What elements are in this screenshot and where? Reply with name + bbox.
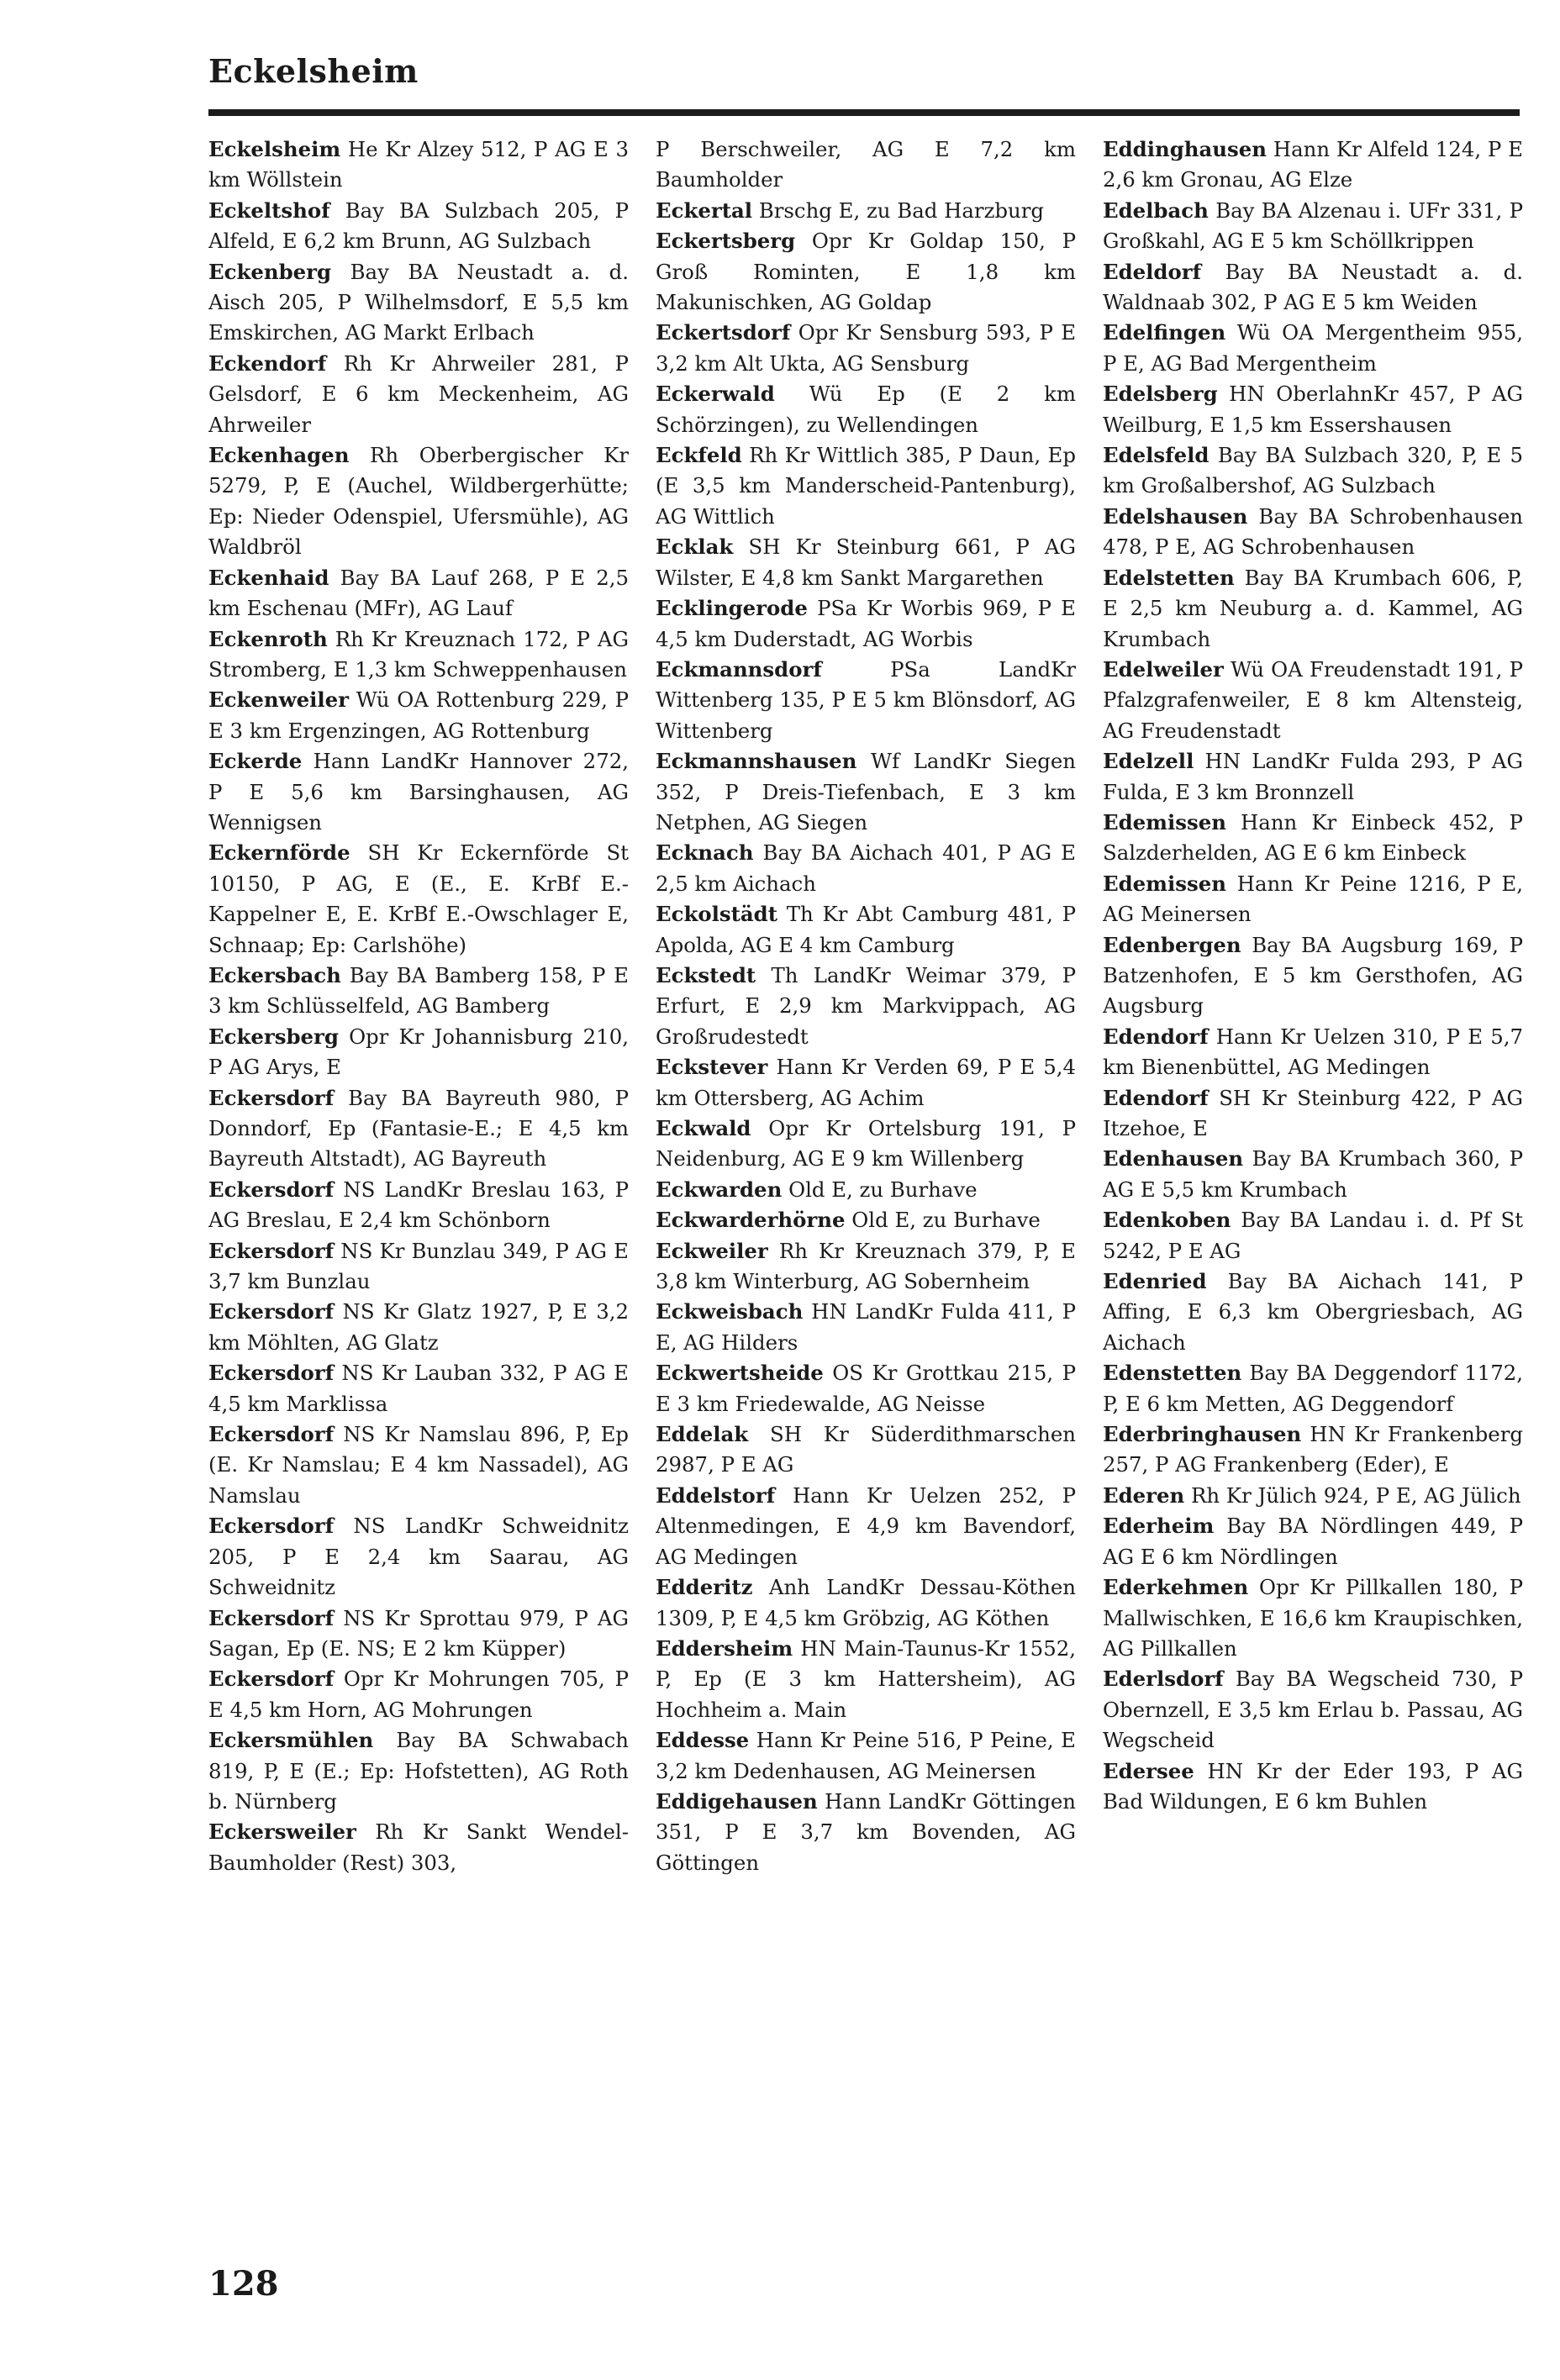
- entry-details: Rh Kr Kreuznach 379, P, E 3,8 km Winterburg, AG Sobernheim: [656, 1238, 1076, 1294]
- gazetteer-entry: [1103, 502, 1523, 563]
- place-name: Ederbringhausen: [1103, 1422, 1302, 1447]
- place-name: Eckersdorf: [208, 1667, 335, 1692]
- gazetteer-entry: [1103, 808, 1523, 869]
- entry-details: NS Kr Bunzlau 349, P AG E 3,7 km Bunzlau: [208, 1238, 629, 1294]
- place-name: Edemissen: [1103, 871, 1226, 896]
- entry-details: HN LandKr Fulda 293, P AG Fulda, E 3 km Bronnzell: [1103, 749, 1523, 804]
- entry-details: Brschg E, zu Bad Harzburg: [758, 197, 1045, 223]
- place-name: Eckwertsheide: [656, 1361, 824, 1386]
- gazetteer-entry: [208, 196, 629, 257]
- gazetteer-entry: [656, 1114, 1076, 1175]
- place-name: Eckmannshausen: [656, 749, 857, 774]
- gazetteer-entry: [1103, 318, 1523, 379]
- entry-details: He Kr Alzey 512, P AG E 3 km Wöllstein: [208, 137, 629, 192]
- gazetteer-entry: [1103, 440, 1523, 502]
- place-name: Eckernförde: [208, 840, 350, 866]
- gazetteer-entry: [1103, 1083, 1523, 1145]
- gazetteer-entry: [656, 1787, 1076, 1878]
- gazetteer-entry: [208, 838, 629, 961]
- place-name: Eckenroth: [208, 626, 328, 651]
- entry-details: Bay BA Sulzbach 205, P Alfeld, E 6,2 km Brunn, AG Sulzbach: [208, 197, 629, 254]
- entry-details: Bay BA Lauf 268, P E 2,5 km Eschenau (MFr), AG Lauf: [208, 565, 629, 621]
- gazetteer-entry: [208, 1022, 629, 1083]
- place-name: Ederheim: [1103, 1514, 1215, 1539]
- entry-details: HN OberlahnKr 457, P AG Weilburg, E 1,5 km Essershausen: [1103, 382, 1523, 437]
- entry-details: Opr Kr Johannisburg 210, P AG Arys, E: [208, 1024, 629, 1080]
- entry-details: Bay BA Aichach 141, P Affing, E 6,3 km Obergriesbach, AG Aichach: [1103, 1269, 1523, 1355]
- place-name: Eckersdorf: [208, 1514, 335, 1539]
- entry-details: Opr Kr Sensburg 593, P E 3,2 km Alt Ukta, AG Sensburg: [656, 320, 1076, 376]
- entry-details: Bay BA Sulzbach 320, P, E 5 km Großalbershof, AG Sulzbach: [1103, 443, 1523, 498]
- entry-details: Rh Kr Ahrweiler 281, P Gelsdorf, E 6 km Meckenheim, AG Ahrweiler: [208, 350, 629, 437]
- entry-details: NS Kr Namslau 896, P, Ep (E. Kr Namslau; E 4 km Nassadel), AG Namslau: [208, 1422, 629, 1508]
- place-name: Edelzell: [1103, 749, 1194, 774]
- place-name: Edemissen: [1103, 809, 1226, 835]
- gazetteer-entry: [656, 1572, 1076, 1634]
- place-name: Edenried: [1103, 1269, 1207, 1294]
- place-name: Edeldorf: [1103, 259, 1202, 284]
- entry-details: Hann Kr Einbeck 452, P Salzderhelden, AG E 6 km Einbeck: [1103, 809, 1523, 866]
- gazetteer-entry: [656, 1052, 1076, 1114]
- place-name: Eckersbach: [208, 962, 341, 987]
- place-name: Edenbergen: [1103, 932, 1241, 957]
- gazetteer-entry: [656, 1419, 1076, 1481]
- place-name: Eckersdorf: [208, 1361, 335, 1386]
- place-name: Eckweisbach: [656, 1299, 804, 1324]
- entry-details: NS LandKr Schweidnitz 205, P E 2,4 km Saarau, AG Schweidnitz: [208, 1514, 629, 1600]
- gazetteer-entry: [656, 318, 1076, 379]
- gazetteer-entry: [1103, 869, 1523, 930]
- place-name: Eckwald: [656, 1116, 751, 1140]
- entry-details: Hann LandKr Göttingen 351, P E 3,7 km Bovenden, AG Göttingen: [656, 1788, 1076, 1875]
- column-2: [656, 134, 1076, 2185]
- gazetteer-entry: [1103, 257, 1523, 319]
- place-name: Edelweiler: [1103, 656, 1224, 682]
- gazetteer-entry: [208, 1511, 629, 1603]
- gazetteer-entry: [208, 563, 629, 624]
- gazetteer-entry: [208, 134, 629, 196]
- place-name: Eckerwald: [656, 382, 775, 407]
- gazetteer-entry: [656, 1634, 1076, 1725]
- gazetteer-entry: [1103, 1205, 1523, 1266]
- gazetteer-entry: [1103, 196, 1523, 257]
- gazetteer-entry: [656, 1236, 1076, 1298]
- place-name: Eckfeld: [656, 443, 742, 468]
- gazetteer-entry: [656, 1481, 1076, 1572]
- place-name: Eddelak: [656, 1422, 749, 1447]
- gazetteer-entry: [208, 961, 629, 1022]
- entry-details: NS Kr Lauban 332, P AG E 4,5 km Marklissa: [208, 1361, 629, 1416]
- gazetteer-entry: [656, 593, 1076, 655]
- gazetteer-entry: [656, 1725, 1076, 1787]
- gazetteer-entry: [656, 1358, 1076, 1419]
- place-name: Ederlsdorf: [1103, 1667, 1224, 1692]
- entry-details: Bay BA Aichach 401, P AG E 2,5 km Aichach: [656, 840, 1076, 896]
- place-name: Edenstetten: [1103, 1361, 1242, 1386]
- gazetteer-entry: [1103, 655, 1523, 746]
- entry-details: Rh Kr Jülich 924, P E, AG Jülich: [1191, 1482, 1521, 1508]
- entry-details: Bay BA Wegscheid 730, P Obernzell, E 3,5 km Erlau b. Passau, AG Wegscheid: [1103, 1667, 1523, 1753]
- entry-details: Hann Kr Uelzen 252, P Altenmedingen, E 4,9 km Bavendorf, AG Medingen: [656, 1482, 1076, 1569]
- place-name: Eckertsdorf: [656, 320, 791, 345]
- entry-details: Opr Kr Mohrungen 705, P E 4,5 km Horn, AG Mohrungen: [208, 1667, 629, 1722]
- entry-details: HN Kr der Eder 193, P AG Bad Wildungen, E 6 km Buhlen: [1103, 1758, 1523, 1814]
- gazetteer-entry: [1103, 1419, 1523, 1481]
- gazetteer-entry: [656, 379, 1076, 440]
- place-name: Eddinghausen: [1103, 137, 1268, 161]
- place-name: Eckersdorf: [208, 1177, 335, 1202]
- place-name: Ecknach: [656, 840, 754, 866]
- place-name: Eckertal: [656, 197, 753, 223]
- gazetteer-entry: [1103, 1511, 1523, 1572]
- entry-details: Bay BA Alzenau i. UFr 331, P Großkahl, AG E 5 km Schöllkrippen: [1103, 197, 1523, 254]
- column-1: [208, 134, 629, 2185]
- place-name: Eckolstädt: [656, 902, 777, 927]
- place-name: Eckersweiler: [208, 1819, 356, 1845]
- gazetteer-entry: [1103, 134, 1523, 196]
- entry-details: Bay BA Neustadt a. d. Waldnaab 302, P AG E 5 km Weiden: [1103, 259, 1523, 315]
- place-name: Eckerde: [208, 749, 303, 774]
- gazetteer-entry: [656, 655, 1076, 746]
- gazetteer-entry: [1103, 1358, 1523, 1419]
- place-name: Edelstetten: [1103, 565, 1235, 590]
- gazetteer-entry: [1103, 563, 1523, 655]
- entry-details: Opr Kr Goldap 150, P Groß Rominten, E 1,8 km Makunischken, AG Goldap: [656, 229, 1076, 315]
- entry-details: Hann Kr Peine 516, P Peine, E 3,2 km Dedenhausen, AG Meinersen: [656, 1728, 1076, 1783]
- place-name: Eckenweiler: [208, 687, 350, 713]
- place-name: Eddigehausen: [656, 1788, 818, 1814]
- place-name: Eckersmühlen: [208, 1728, 374, 1753]
- place-name: Ecklak: [656, 534, 734, 560]
- gazetteer-entry: [208, 1358, 629, 1419]
- entry-details: OS Kr Grottkau 215, P E 3 km Friedewalde, AG Neisse: [656, 1361, 1076, 1416]
- entry-details: Rh Kr Sankt Wendel-Baumholder (Rest) 303,: [208, 1819, 629, 1875]
- gazetteer-entry: [656, 746, 1076, 838]
- place-name: Eckenberg: [208, 259, 332, 284]
- gazetteer-entry: [1103, 1022, 1523, 1083]
- place-name: Eckstever: [656, 1055, 768, 1080]
- place-name: Eckeltshof: [208, 197, 330, 223]
- page-number: 128: [208, 2264, 279, 2304]
- entry-details: NS LandKr Breslau 163, P AG Breslau, E 2,4 km Schönborn: [208, 1177, 629, 1233]
- entry-details: Bay BA Bayreuth 980, P Donndorf, Ep (Fantasie-E.; E 4,5 km Bayreuth Altstadt), AG Bayreuth: [208, 1085, 629, 1172]
- entry-details: Bay BA Nördlingen 449, P AG E 6 km Nördlingen: [1103, 1514, 1523, 1569]
- place-name: Eckmannsdorf: [656, 656, 822, 682]
- place-name: Eckwarderhörne: [656, 1208, 846, 1233]
- entry-details: Wü Ep (E 2 km Schörzingen), zu Wellendingen: [656, 382, 1076, 437]
- entry-details: Rh Oberbergischer Kr 5279, P, E (Auchel, Wildbergerhütte; Ep: Nieder Odenspiel, Ufersmühle), AG Waldbröl: [208, 443, 629, 560]
- place-name: Eckenhagen: [208, 443, 350, 468]
- entry-details: HN LandKr Fulda 411, P E, AG Hilders: [656, 1299, 1076, 1355]
- place-name: Eckersberg: [208, 1024, 339, 1049]
- place-name: Edelsberg: [1103, 382, 1218, 407]
- place-name: Eckersdorf: [208, 1605, 335, 1630]
- entry-details: Old E, zu Burhave: [788, 1177, 978, 1202]
- place-name: Eckersdorf: [208, 1299, 335, 1324]
- place-name: Edelshausen: [1103, 503, 1248, 529]
- entry-details: NS Kr Sprottau 979, P AG Sagan, Ep (E. NS; E 2 km Küpper): [208, 1605, 629, 1661]
- gazetteer-entry: [656, 961, 1076, 1052]
- place-name: Edelfingen: [1103, 320, 1226, 345]
- gazetteer-entry: [208, 1664, 629, 1725]
- entry-details: HN Main-Taunus-Kr 1552, P, Ep (E 3 km Hattersheim), AG Hochheim a. Main: [656, 1635, 1076, 1722]
- entry-details: SH Kr Steinburg 422, P AG Itzehoe, E: [1103, 1085, 1523, 1140]
- entry-columns: [208, 134, 1523, 2185]
- entry-details: Bay BA Krumbach 606, P, E 2,5 km Neuburg a. d. Kammel, AG Krumbach: [1103, 565, 1523, 651]
- page-header: [208, 52, 1520, 103]
- gazetteer-entry: [208, 349, 629, 440]
- entry-details: Bay BA Krumbach 360, P AG E 5,5 km Krumbach: [1103, 1146, 1523, 1202]
- entry-details: SH Kr Eckernförde St 10150, P AG, E (E., E. KrBf E.-Kappelner E, E. KrBf E.-Owschlager E, Schnaap; Ep: Carlshöhe): [208, 840, 629, 957]
- entry-details: Wü OA Freudenstadt 191, P Pfalzgrafenweiler, E 8 km Altensteig, AG Freudenstadt: [1103, 656, 1523, 743]
- gazetteer-entry: [656, 532, 1076, 593]
- gazetteer-entry: [208, 1175, 629, 1236]
- header-rule: [208, 109, 1520, 116]
- entry-details: SH Kr Steinburg 661, P AG Wilster, E 4,8 km Sankt Margarethen: [656, 534, 1076, 590]
- gazetteer-entry: [208, 1236, 629, 1298]
- gazetteer-entry: [208, 1725, 629, 1817]
- entry-details: SH Kr Süderdithmarschen 2987, P E AG: [656, 1422, 1076, 1477]
- place-name: Edelbach: [1103, 197, 1209, 223]
- entry-details: NS Kr Glatz 1927, P, E 3,2 km Möhlten, AG Glatz: [208, 1299, 629, 1355]
- entry-details: Bay BA Augsburg 169, P Batzenhofen, E 5 km Gersthofen, AG Augsburg: [1103, 932, 1523, 1019]
- place-name: Eckenhaid: [208, 565, 329, 590]
- gazetteer-entry: [1103, 1266, 1523, 1358]
- entry-details: Rh Kr Kreuznach 172, P AG Stromberg, E 1,3 km Schweppenhausen: [208, 626, 629, 682]
- gazetteer-entry: [1103, 379, 1523, 440]
- entry-details: HN Kr Frankenberg 257, P AG Frankenberg (Eder), E: [1103, 1422, 1523, 1477]
- place-name: Eddersheim: [656, 1635, 793, 1661]
- gazetteer-entry: [656, 838, 1076, 899]
- place-name: Eckersdorf: [208, 1238, 335, 1263]
- place-name: Edersee: [1103, 1758, 1194, 1783]
- entry-details: Bay BA Bamberg 158, P E 3 km Schlüsselfeld, AG Bamberg: [208, 962, 629, 1019]
- entry-details: Opr Kr Pillkallen 180, P Mallwischken, E 16,6 km Kraupischken, AG Pillkallen: [1103, 1575, 1523, 1661]
- entry-details: P Berschweiler, AG E 7,2 km Baumholder: [656, 137, 1076, 192]
- gazetteer-entry: [1103, 930, 1523, 1022]
- gazetteer-entry: [656, 899, 1076, 961]
- place-name: Eckwarden: [656, 1177, 783, 1202]
- entry-details: Hann Kr Alfeld 124, P E 2,6 km Gronau, AG Elze: [1103, 137, 1523, 192]
- gazetteer-entry: [208, 1817, 629, 1878]
- gazetteer-entry: [208, 257, 629, 349]
- entry-details: Th Kr Abt Camburg 481, P Apolda, AG E 4 km Camburg: [656, 902, 1076, 957]
- place-name: Eddesse: [656, 1728, 750, 1753]
- entry-details: PSa Kr Worbis 969, P E 4,5 km Duderstadt, AG Worbis: [656, 596, 1076, 651]
- gazetteer-entry: [1103, 1481, 1523, 1511]
- gazetteer-entry: [656, 1175, 1076, 1205]
- entry-details: Bay BA Neustadt a. d. Aisch 205, P Wilhelmsdorf, E 5,5 km Emskirchen, AG Markt Erlbach: [208, 259, 629, 345]
- gazetteer-entry: [656, 226, 1076, 318]
- place-name: Edderitz: [656, 1575, 753, 1600]
- gazetteer-entry: [1103, 1664, 1523, 1756]
- place-name: Eckweiler: [656, 1238, 768, 1263]
- gazetteer-entry: [656, 1297, 1076, 1358]
- place-name: Eckelsheim: [208, 137, 341, 161]
- place-name: Eckendorf: [208, 350, 327, 376]
- entry-details: Bay BA Deggendorf 1172, P, E 6 km Metten, AG Deggendorf: [1103, 1361, 1523, 1416]
- gazetteer-entry: [208, 1083, 629, 1175]
- place-name: Edendorf: [1103, 1085, 1209, 1110]
- gazetteer-entry: [208, 1297, 629, 1358]
- entry-details: Wf LandKr Siegen 352, P Dreis-Tiefenbach, E 3 km Netphen, AG Siegen: [656, 749, 1076, 835]
- gazetteer-entry: [208, 1419, 629, 1511]
- gazetteer-entry: [208, 440, 629, 563]
- entry-details: Old E, zu Burhave: [851, 1208, 1041, 1233]
- entry-details: Rh Kr Wittlich 385, P Daun, Ep (E 3,5 km Manderscheid-Pantenburg), AG Wittlich: [656, 443, 1076, 529]
- gazetteer-entry: [656, 1205, 1076, 1235]
- place-name: Eckersdorf: [208, 1422, 335, 1447]
- gazetteer-entry: [208, 685, 629, 746]
- gazetteer-entry: [1103, 1572, 1523, 1664]
- gazetteer-entry: [208, 746, 629, 838]
- entry-details: Opr Kr Ortelsburg 191, P Neidenburg, AG E 9 km Willenberg: [656, 1116, 1076, 1172]
- place-name: Edelsfeld: [1103, 443, 1210, 468]
- gazetteer-entry: [1103, 1144, 1523, 1205]
- place-name: Ecklingerode: [656, 596, 808, 621]
- place-name: Eckersdorf: [208, 1085, 335, 1110]
- gazetteer-entry: [1103, 746, 1523, 808]
- entry-details: Anh LandKr Dessau-Köthen 1309, P, E 4,5 km Gröbzig, AG Köthen: [656, 1575, 1076, 1630]
- place-name: Edenhausen: [1103, 1146, 1244, 1172]
- running-head: Eckelsheim: [208, 52, 419, 90]
- place-name: Eddelstorf: [656, 1482, 776, 1508]
- place-name: Ederen: [1103, 1482, 1185, 1508]
- entry-details: Hann Kr Verden 69, P E 5,4 km Ottersberg, AG Achim: [656, 1055, 1076, 1110]
- entry-details: Bay BA Schwabach 819, P, E (E.; Ep: Hofstetten), AG Roth b. Nürnberg: [208, 1728, 629, 1814]
- gazetteer-entry: [656, 440, 1076, 532]
- gazetteer-entry: [656, 196, 1076, 226]
- entry-details: Bay BA Schrobenhausen 478, P E, AG Schrobenhausen: [1103, 503, 1523, 560]
- place-name: Eckstedt: [656, 962, 756, 987]
- entry-details: Hann LandKr Hannover 272, P E 5,6 km Barsinghausen, AG Wennigsen: [208, 749, 629, 835]
- entry-details: Bay BA Landau i. d. Pf St 5242, P E AG: [1103, 1208, 1523, 1263]
- entry-details: Wü OA Mergentheim 955, P E, AG Bad Mergentheim: [1103, 320, 1523, 376]
- column-3: [1103, 134, 1523, 2185]
- place-name: Edenkoben: [1103, 1208, 1231, 1233]
- place-name: Ederkehmen: [1103, 1575, 1249, 1600]
- gazetteer-entry: [656, 134, 1076, 196]
- entry-details: PSa LandKr Wittenberg 135, P E 5 km Blönsdorf, AG Wittenberg: [656, 656, 1076, 743]
- entry-details: Wü OA Rottenburg 229, P E 3 km Ergenzingen, AG Rottenburg: [208, 687, 629, 743]
- gazetteer-entry: [208, 624, 629, 686]
- gazetteer-entry: [208, 1603, 629, 1665]
- entry-details: Hann Kr Uelzen 310, P E 5,7 km Bienenbüttel, AG Medingen: [1103, 1024, 1523, 1080]
- gazetteer-entry: [1103, 1756, 1523, 1818]
- entry-details: Hann Kr Peine 1216, P E, AG Meinersen: [1103, 871, 1523, 927]
- entry-details: Th LandKr Weimar 379, P Erfurt, E 2,9 km Markvippach, AG Großrudestedt: [656, 962, 1076, 1049]
- place-name: Eckertsberg: [656, 229, 796, 254]
- place-name: Edendorf: [1103, 1024, 1209, 1049]
